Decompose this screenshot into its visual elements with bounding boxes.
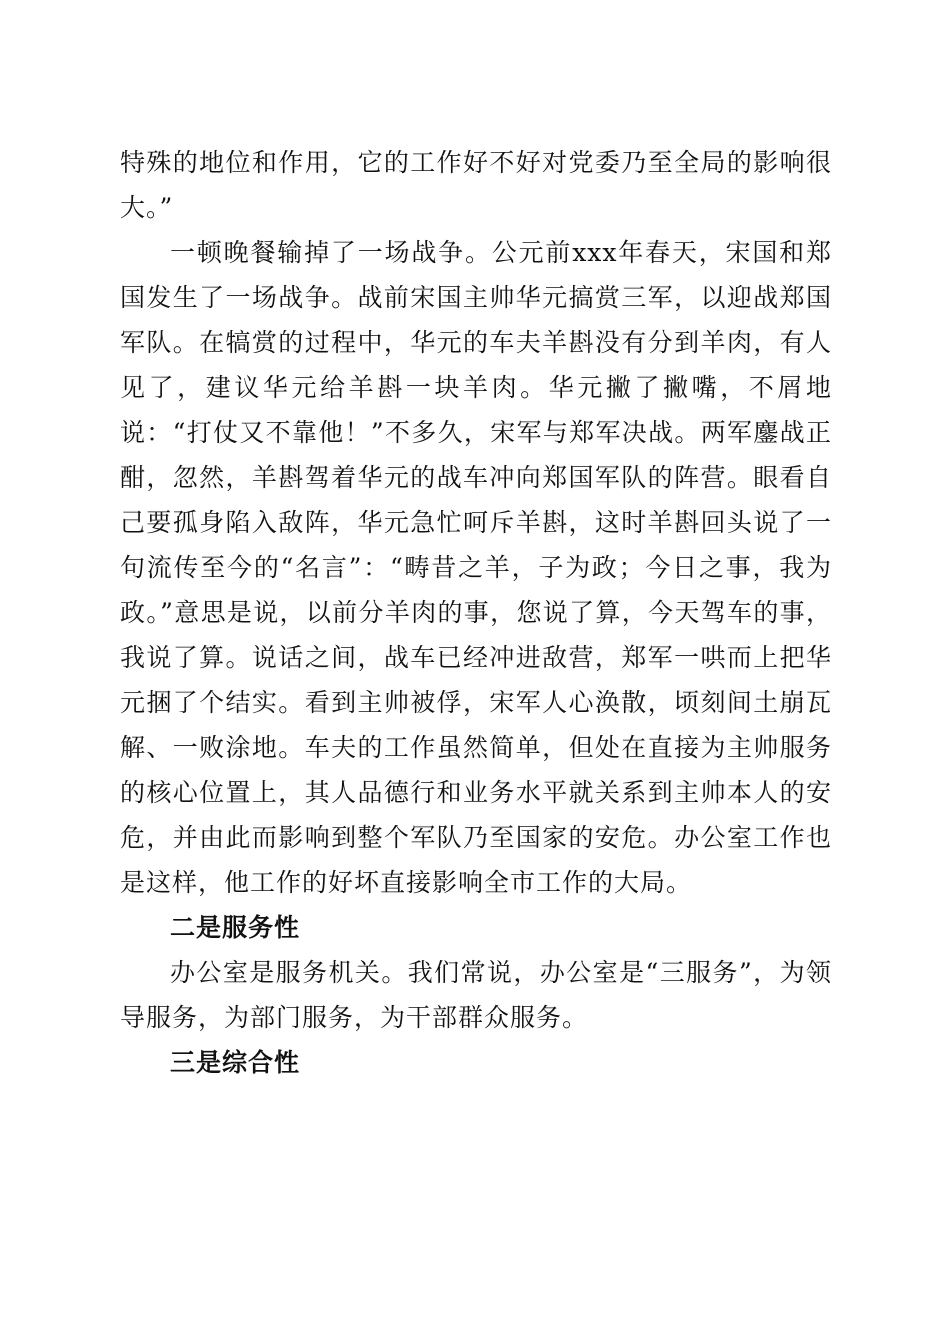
document-body: [120, 140, 832, 1085]
paragraph-continuation: 特殊的地位和作用，它的工作好不好对党委乃至全局的影响很大。”: [120, 148, 832, 222]
paragraph-service: 办公室是服务机关。我们常说，办公室是“三服务”，为领导服务，为部门服务，为干部群众服务。: [120, 958, 832, 1032]
paragraph-story: 一顿晚餐输掉了一场战争。公元前xxx年春天，宋国和郑国发生了一场战争。战前宋国主帅华元搞赏三军，以迎战郑国军队。在犒赏的过程中，华元的车夫羊斟没有分到羊肉，有人见了，建议华元给羊斟一块羊肉。华元撇了撇嘴，不屑地说：“打仗又不靠他！”不多久，宋军与郑军决战。两军鏖战正酣，忽然，羊斟驾着华元的战车冲向郑国军队的阵营。眼看自己要孤身陷入敌阵，华元急忙呵斥羊斟，这时羊斟回头说了一句流传至今的“名言”：“畴昔之羊，子为政；今日之事，我为政。”意思是说，以前分羊肉的事，您说了算，今天驾车的事，我说了算。说话之间，战车已经冲进敌营，郑军一哄而上把华元捆了个结实。看到主帅被俘，宋军人心涣散，顷刻间土崩瓦解、一败涂地。车夫的工作虽然简单，但处在直接为主帅服务的核心位置上，其人品德行和业务水平就关系到主帅本人的安危，并由此而影响到整个军队乃至国家的安危。办公室工作也是这样，他工作的好坏直接影响全市工作的大局。: [120, 238, 832, 897]
heading-comprehensive: 三是综合性: [170, 1048, 301, 1077]
heading-service: 二是服务性: [170, 913, 301, 942]
